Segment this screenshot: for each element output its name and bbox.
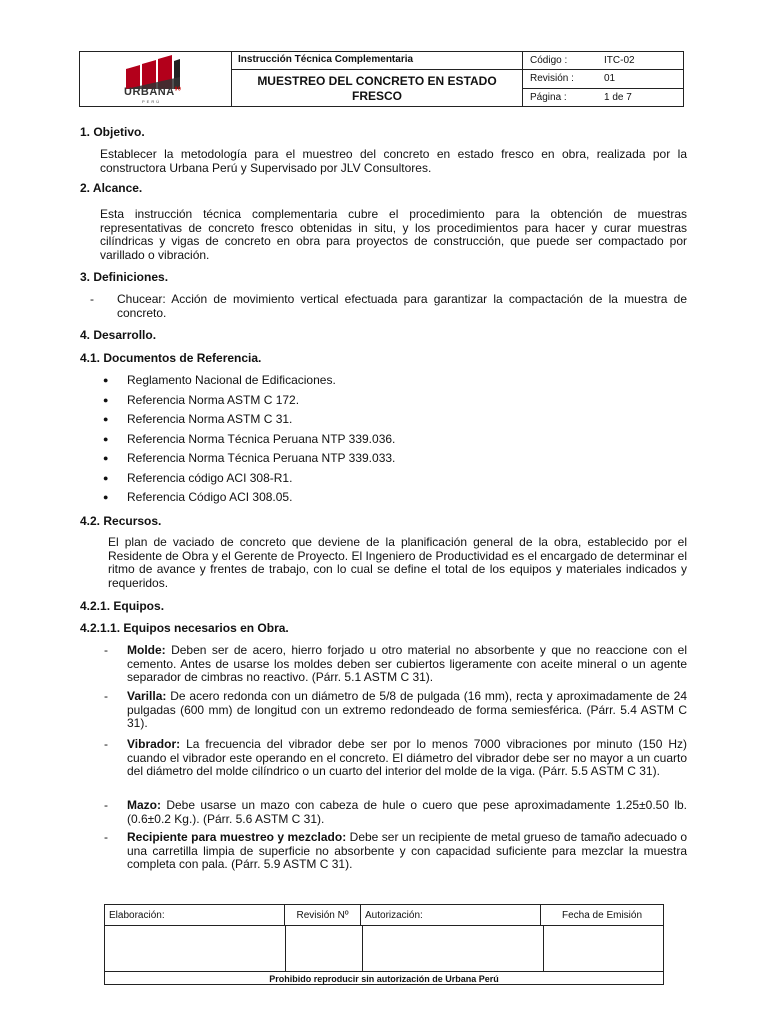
dash-marker: - [104,830,108,844]
equipment-item: - Recipiente para muestreo y mezclado: Debe ser un recipiente de metal grueso de tamaño adecuado o una carretilla limpia de superficie no absorbente y con capacidad suficiente para mezclar la muestra completa con pala. (Párr. 5.9 ASTM C 31). [104,830,687,871]
cell-autorizacion [363,926,544,971]
equipment-item: - Mazo: Debe usarse un mazo con cabeza de hule o cuero que pese aproximadamente 1.25±0.50 lb. (0.6±0.2 Kg.). (Párr. 5.6 ASTM C 31). [104,798,687,826]
dash-marker: - [104,689,108,703]
definition-item: - Chucear: Acción de movimiento vertical efectuada para garantizar la compactación de la muestra de concreto. [90,292,687,320]
dash-marker: - [104,737,108,751]
section-objetivo-text: Establecer la metodología para el muestreo del concreto en estado fresco en obra, realizada por la constructora Urbana Perú y Supervisado por JLV Consultores. [100,147,687,175]
section-definiciones-title: 3. Definiciones. [80,270,169,284]
meta-row-revision: Revisión : 01 [523,70,683,88]
dash-marker: - [104,798,108,812]
dash-marker: - [104,643,108,657]
logo-subtext: PERÚ [142,99,162,104]
section-recursos-title: 4.2. Recursos. [80,514,162,528]
document-type: Instrucción Técnica Complementaria [232,52,522,70]
meta-row-page: Página : 1 de 7 [530,91,632,103]
logo-wordmark: URBANA$^{90}$ [124,86,182,98]
cell-elaboracion [105,926,286,971]
cell-revision [286,926,363,971]
document-meta [523,52,683,106]
logo-bars-icon [126,55,180,89]
equipment-item: - Molde: Deben ser de acero, hierro forjado u otro material no absorbente y que no reaccione con el cemento. Antes de usarse los moldes deben ser cubiertos ligeramente con aceite mineral o un agente separador de cimbras no reactivo. (Párr. 5.1 ASTM C 31). [104,643,687,684]
section-alcance-text: Esta instrucción técnica complementaria cubre el procedimiento para la obtención de muestras representativas de concreto fresco obtenidas in situ, y los procedimientos para hacer y curar muestras cilíndricas y vigas de concreto en obra para proyectos de construcción, que puede ser compactado por varillado o vibración. [100,207,687,262]
bullet-icon: ● [103,394,109,405]
bullet-icon: ● [103,453,109,463]
bullet-icon: ● [103,375,109,385]
header-elaboracion: Elaboración: [105,905,285,925]
approval-body-row [105,926,663,972]
section-objetivo-title: 1. Objetivo. [80,125,145,139]
dash-marker: - [90,292,94,306]
section-desarrollo-title: 4. Desarrollo. [80,328,157,342]
header-revision: Revisión Nº [285,905,361,925]
header-autorizacion: Autorización: [361,905,541,925]
bullet-icon: ● [103,472,109,483]
section-equipos-title: 4.2.1. Equipos. [80,599,165,613]
approval-header-row [105,905,663,926]
header-fecha-emision: Fecha de Emisión [561,909,643,921]
section-referencias-title: 4.1. Documentos de Referencia. [80,351,262,365]
document-title: MUESTREO DEL CONCRETO EN ESTADO FRESCO [257,74,497,103]
cell-fecha [544,926,663,971]
document-header [79,51,684,107]
equipment-item: - Varilla: De acero redonda con un diámetro de 5/8 de pulgada (16 mm), recta y aproximadamente de 24 pulgadas (600 mm) de longitud con un extremo redondeado de forma semiesférica. (Párr. 5.4 ASTM C 31). [104,689,687,730]
bullet-icon: ● [103,492,109,502]
section-recursos-text: El plan de vaciado de concreto que deviene de la planificación general de la obra, establecido por el Residente de Obra y el Gerente de Proyecto. El Ingeniero de Productividad es el encargado de determinar el ritmo de avance y frentes de trabajo, con lo cual se define el total de los equipos y materiales indicados y requeridos. [108,535,688,590]
bullet-icon: ● [103,433,109,444]
bullet-icon: ● [103,414,109,424]
approval-table [104,904,664,985]
meta-row-code: Código : ITC-02 [523,52,683,70]
section-alcance-title: 2. Alcance. [80,181,143,195]
equipment-item: - Vibrador: La frecuencia del vibrador debe ser por lo menos 7000 vibraciones por minuto (150 Hz) cuando el vibrador este operando en el concreto. El diámetro del vibrador debe ser no mayor a un cuarto del diámetro del molde cilíndrico o un cuarto del interior del molde de la viga. (Párr. 5.5 ASTM C 31). [104,737,687,778]
copyright-note: Prohibido reproducir sin autorización de Urbana Perú [269,974,499,984]
company-logo [80,52,232,106]
section-equipos-obra-title: 4.2.1.1. Equipos necesarios en Obra. [80,621,289,635]
